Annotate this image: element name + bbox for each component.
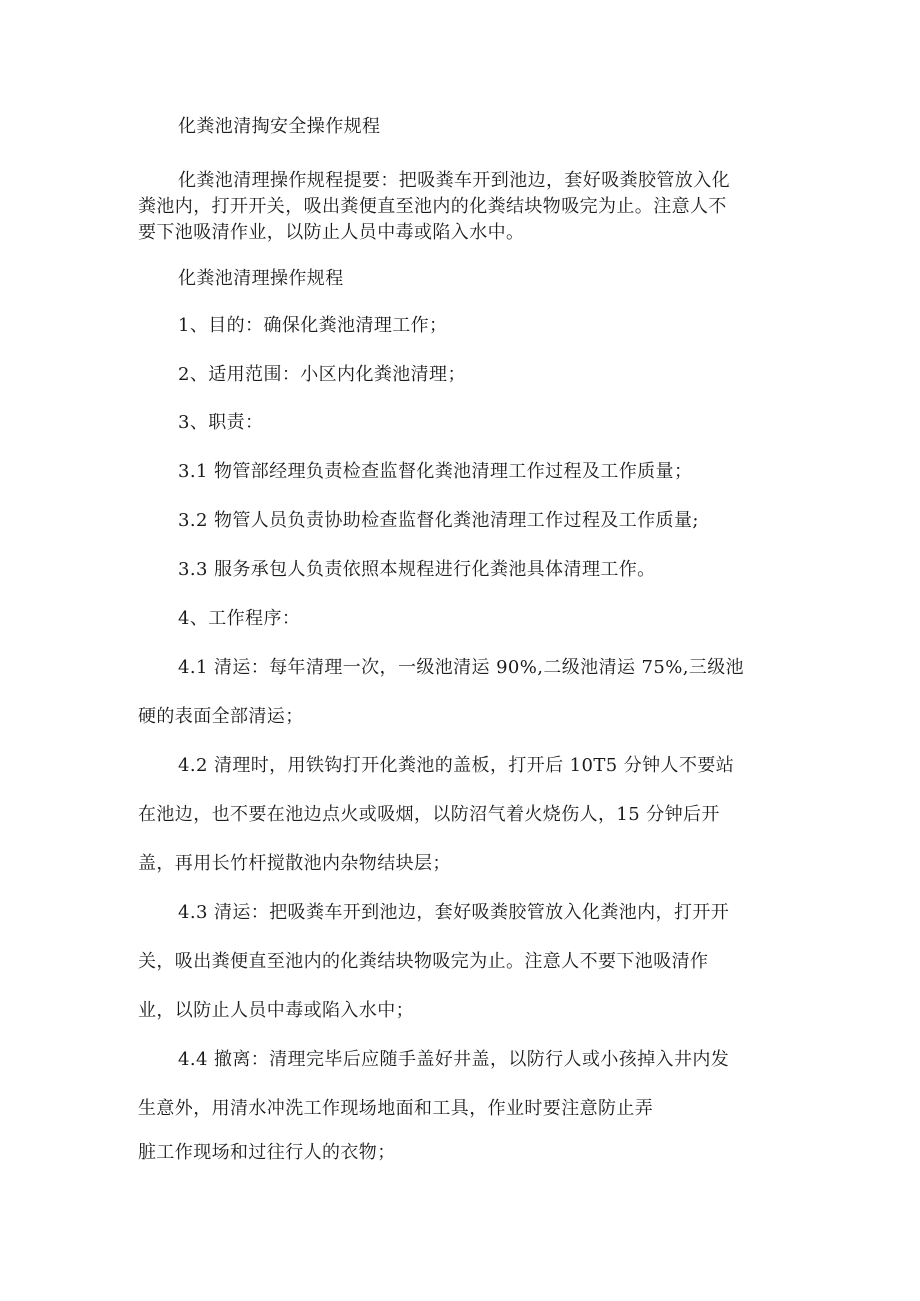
step-4-4-line-2: 生意外，用清水冲洗工作现场地面和工具，作业时要注意防止弄 (138, 1098, 654, 1119)
step-4-2-line-1: 4.2 清理时，用铁钩打开化粪池的盖板，打开后 10T5 分钟人不要站 (178, 755, 735, 776)
item-purpose: 1、目的：确保化粪池清理工作； (178, 315, 448, 336)
item-procedure: 4、工作程序： (178, 608, 301, 629)
step-4-4-line-1: 4.4 撤离：清理完毕后应随手盖好井盖，以防行人或小孩掉入井内发 (178, 1049, 730, 1070)
summary-line-3: 要下池吸清作业，以防止人员中毒或陷入水中。 (138, 222, 525, 243)
section-heading: 化粪池清理操作规程 (178, 268, 344, 289)
document-title: 化粪池清掏安全操作规程 (178, 116, 381, 137)
step-4-4-line-3: 脏工作现场和过往行人的衣物； (138, 1142, 396, 1163)
item-scope: 2、适用范围：小区内化粪池清理； (178, 364, 466, 385)
step-4-2-line-2: 在池边，也不要在池边点火或吸烟，以防沼气着火烧伤人，15 分钟后开 (138, 804, 720, 825)
step-4-3-line-1: 4.3 清运：把吸粪车开到池边，套好吸粪胶管放入化粪池内，打开开 (178, 902, 730, 923)
step-4-1-line-2: 硬的表面全部清运； (138, 706, 304, 727)
step-4-1-line-1: 4.1 清运：每年清理一次，一级池清运 90%,二级池清运 75%,三级池 (178, 657, 745, 678)
summary-line-2: 粪池内，打开开关，吸出粪便直至池内的化粪结块物吸完为止。注意人不 (138, 196, 727, 217)
item-duty-3-3: 3.3 服务承包人负责依照本规程进行化粪池具体清理工作。 (178, 559, 656, 580)
item-duties: 3、职责： (178, 412, 264, 433)
item-duty-3-1: 3.1 物管部经理负责检查监督化粪池清理工作过程及工作质量； (178, 461, 693, 482)
step-4-3-line-3: 业，以防止人员中毒或陷入水中； (138, 1000, 414, 1021)
summary-line-1: 化粪池清理操作规程提要：把吸粪车开到池边，套好吸粪胶管放入化 (178, 170, 730, 191)
item-duty-3-2: 3.2 物管人员负责协助检查监督化粪池清理工作过程及工作质量; (178, 510, 699, 531)
step-4-3-line-2: 关，吸出粪便直至池内的化粪结块物吸完为止。注意人不要下池吸清作 (138, 951, 709, 972)
step-4-2-line-3: 盖，再用长竹杆搅散池内杂物结块层； (138, 853, 451, 874)
